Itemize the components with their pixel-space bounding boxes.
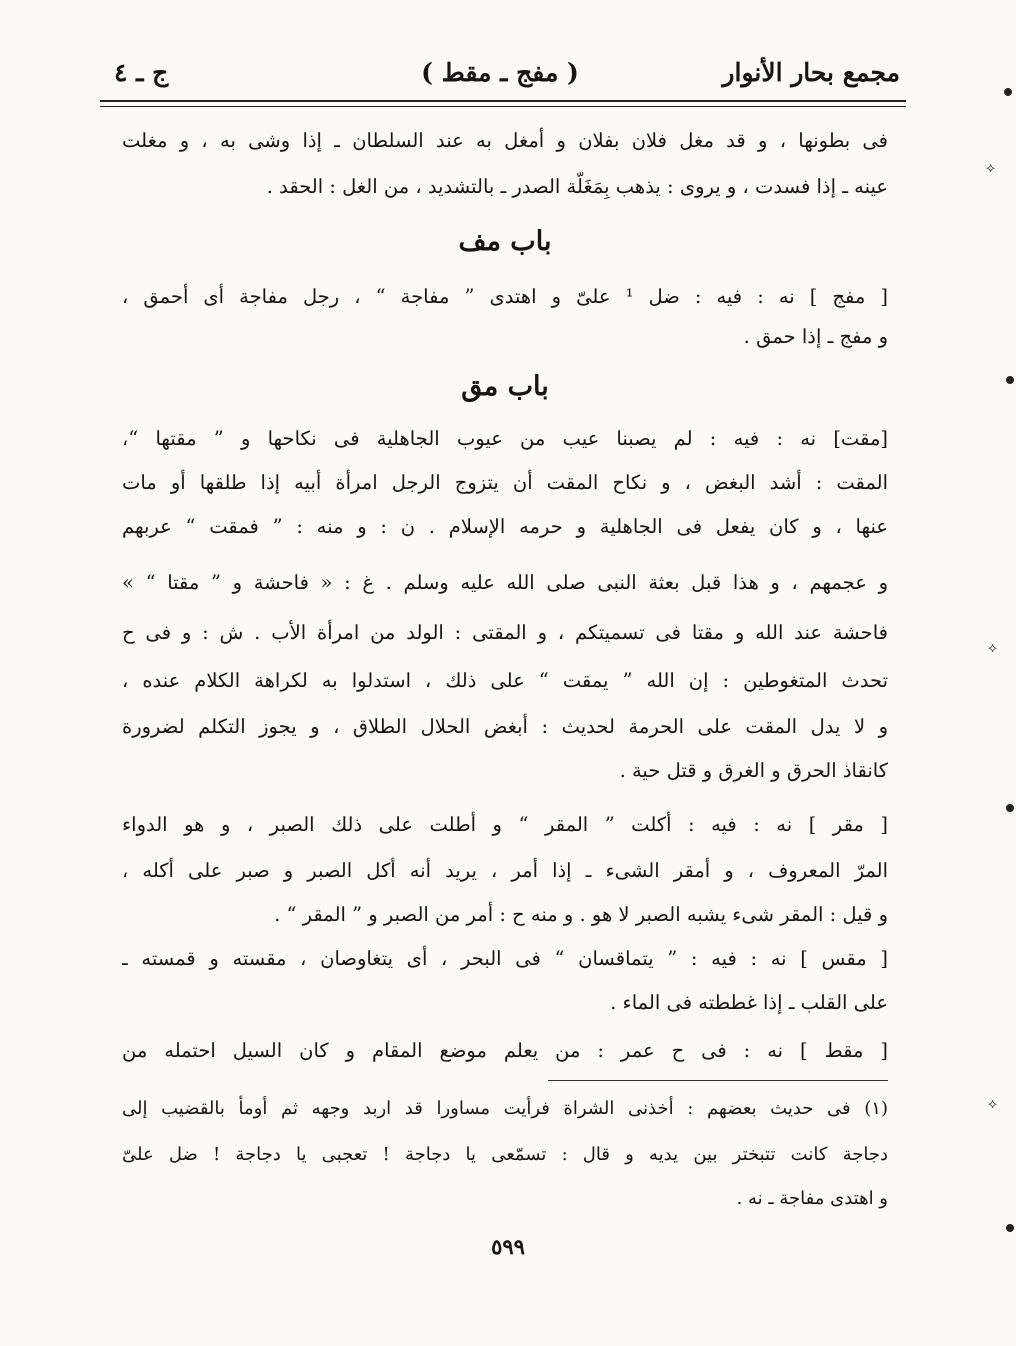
- running-header: [100, 52, 900, 96]
- entry-mqr-line: [ مقر ] نه : فيه : أكلت ” المقر “ و أطلت على ذلك الصبر ، و هو الدواء: [122, 813, 888, 836]
- entry-mfj-line: [ مفج ] نه : فيه : ضل ¹ علىّ و اهتدى ” مفاجة “ ، رجل مفاجة أى أحمق ،: [122, 285, 888, 308]
- scan-speck: [1006, 804, 1014, 812]
- scan-mark: ⟡: [986, 160, 996, 176]
- entry-mqr-line: المرّ المعروف ، و أمقر الشىء ـ إذا أمر ، يريد أنه أكل الصبر و صبر على أكله ،: [122, 859, 888, 882]
- header-rule-thin: [100, 106, 906, 107]
- entry-mfj-line: و مفج ـ إذا حمق .: [743, 325, 888, 348]
- entry-mqt-line: فاحشة عند الله و مقتا فى تسميتكم ، و المقتى : الولد من امرأة الأب . ش : و فى ح: [122, 621, 888, 644]
- section-heading-mf: باب مف: [458, 226, 552, 257]
- entry-mqt-line: عنها ، و كان يفعل فى الجاهلية و حرمه الإسلام . ن : و منه : ” فمقت “ عربهم: [122, 515, 888, 538]
- header-rule-thick: [100, 100, 906, 102]
- scan-speck: [1004, 88, 1012, 96]
- footnote-line: دجاجة كانت تتبختر بين يديه و قال : تسمّعى يا دجاجة ! تعجبى يا دجاجة ! ضل علىّ: [122, 1144, 888, 1165]
- entry-range: ( مفج ـ مقط ): [421, 58, 579, 87]
- entry-mqt-line: و لا يدل المقت على الحرمة لحديث : أبغض الحلال الطلاق ، و يجوز التكلم لضرورة: [122, 715, 888, 738]
- entry-mqs-line: [ مقس ] نه : فيه : ” يتماقسان “ فى البحر ، أى يتغاوصان ، مقسته و قمسته ـ: [122, 947, 888, 970]
- footnote-rule: [548, 1080, 888, 1081]
- page-number: ٥٩٩: [491, 1234, 525, 1259]
- entry-mqt-line: و عجمهم ، و هذا قبل بعثة النبى صلى الله عليه وسلم . غ : « فاحشة و ” مقتا “ »: [122, 571, 888, 594]
- entry-mqt-line: المقت : أشد البغض ، و نكاح المقت أن يتزوج الرجل امرأة أبيه إذا طلقها أو مات: [122, 471, 888, 494]
- entry-mqt-line: كانقاذ الحرق و الغرق و قتل حية .: [619, 759, 888, 782]
- scan-speck: [1006, 376, 1014, 384]
- entry-mqr-line: و قيل : المقر شىء يشبه الصبر لا هو . و منه ح : أمر من الصبر و ” المقر “ .: [274, 903, 888, 926]
- entry-mqt-line: تحدث المتغوطين : إن الله ” يمقت “ على ذلك ، استدلوا به لكراهة الكلام عنده ،: [122, 669, 888, 692]
- scan-mark: ⟡: [988, 1096, 998, 1112]
- entry-mqt-line: [مقت] نه : فيه : لم يصبنا عيب من عيوب الجاهلية فى نكاحها و ” مقتها “،: [122, 427, 888, 450]
- scan-speck: [1006, 1224, 1014, 1232]
- volume-number: ج ـ ٤: [114, 58, 169, 87]
- footnote-line: (١) فى حديث بعضهم : أخذنى الشراة فرأيت مساورا قد اربد وجهه ثم أومأ بالقضيب إلى: [122, 1098, 888, 1119]
- section-heading-mq: باب مق: [461, 371, 549, 402]
- footnote-line: و اهتدى مفاجة ـ نه .: [736, 1188, 888, 1209]
- entry-mqs-line: على القلب ـ إذا غططته فى الماء .: [610, 991, 888, 1014]
- scan-mark: ⟡: [988, 640, 998, 656]
- book-title: مجمع بحار الأنوار: [722, 58, 900, 87]
- text-line: عينه ـ إذا فسدت ، و يروى : يذهب بِمَغَلَّة الصدر ـ بالتشديد ، من الغل : الحقد .: [266, 175, 888, 198]
- entry-mqt2-line: [ مقط ] نه : فى ح عمر : من يعلم موضع المقام و كان السيل احتمله من: [122, 1039, 888, 1062]
- text-line: فى بطونها ، و قد مغل فلان بفلان و أمغل به عند السلطان ـ إذا وشى به ، و مغلت: [122, 129, 888, 152]
